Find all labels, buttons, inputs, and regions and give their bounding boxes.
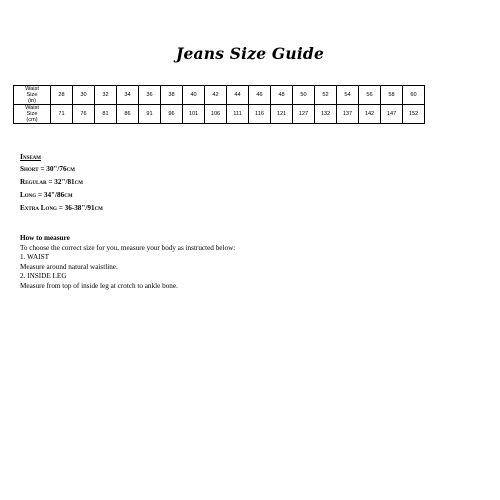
size-table-cell: 50 xyxy=(293,86,315,105)
size-table-cell: 116 xyxy=(249,105,271,124)
inside-leg-step-text: Measure from top of inside leg at crotch to ankle bone. xyxy=(20,281,178,290)
row-label-line: Waist xyxy=(25,86,39,92)
size-table-cell: 42 xyxy=(205,86,227,105)
size-table-cell: 44 xyxy=(227,86,249,105)
size-table-cell: 111 xyxy=(227,105,249,124)
size-table-cell: 76 xyxy=(73,105,95,124)
size-table-cell: 30 xyxy=(73,86,95,105)
inseam-short: Short = 30"/76cm xyxy=(20,165,75,173)
inseam-heading: Inseam xyxy=(20,152,42,161)
size-table-cell: 28 xyxy=(51,86,73,105)
inside-leg-step-title: 2. INSIDE LEG xyxy=(20,272,67,281)
size-table-cell: 101 xyxy=(183,105,205,124)
row-label-line: Size xyxy=(26,92,38,98)
size-table-cell: 132 xyxy=(315,105,337,124)
size-table-cell: 127 xyxy=(293,105,315,124)
waist-step-title: 1. WAIST xyxy=(20,253,50,262)
how-to-intro: To choose the correct size for you, measure your body as instructed below: xyxy=(20,243,236,252)
waist-step-text: Measure around natural waistline. xyxy=(20,262,118,271)
size-table-cell: 106 xyxy=(205,105,227,124)
size-table xyxy=(13,85,425,124)
size-table-row-label xyxy=(14,86,51,105)
size-table-row xyxy=(14,86,425,105)
size-table-cell: 142 xyxy=(359,105,381,124)
size-table-cell: 34 xyxy=(117,86,139,105)
size-table-row-label xyxy=(14,105,51,124)
row-label-line: (in) xyxy=(27,98,37,104)
size-table-cell: 46 xyxy=(249,86,271,105)
size-table-cell: 40 xyxy=(183,86,205,105)
inseam-section xyxy=(20,150,103,215)
size-table-cell: 48 xyxy=(271,86,293,105)
size-table-cell: 91 xyxy=(139,105,161,124)
size-table-cell: 147 xyxy=(381,105,403,124)
size-table-cell: 32 xyxy=(95,86,117,105)
size-table-cell: 52 xyxy=(315,86,337,105)
how-to-heading: How to measure xyxy=(20,234,70,242)
size-table-cell: 152 xyxy=(403,105,425,124)
row-label-line: Size xyxy=(26,111,38,117)
inseam-extra-long: Extra Long = 36-38"/91cm xyxy=(20,204,103,212)
row-label-line: Waist xyxy=(25,105,39,111)
inseam-regular: Regular = 32"/81cm xyxy=(20,178,83,186)
size-table-cell: 71 xyxy=(51,105,73,124)
size-table-cell: 137 xyxy=(337,105,359,124)
size-table-cell: 54 xyxy=(337,86,359,105)
inseam-long: Long = 34"/86cm xyxy=(20,191,73,199)
size-table-row xyxy=(14,105,425,124)
page-title: Jeans Size Guide xyxy=(175,44,325,63)
size-table-cell: 58 xyxy=(381,86,403,105)
size-table-cell: 96 xyxy=(161,105,183,124)
size-table-cell: 38 xyxy=(161,86,183,105)
row-label-line: (cm) xyxy=(26,117,38,123)
size-table-cell: 86 xyxy=(117,105,139,124)
size-table-cell: 121 xyxy=(271,105,293,124)
size-table-cell: 60 xyxy=(403,86,425,105)
size-table-cell: 36 xyxy=(139,86,161,105)
how-to-measure-section xyxy=(20,234,235,292)
size-table-cell: 56 xyxy=(359,86,381,105)
size-table-cell: 81 xyxy=(95,105,117,124)
